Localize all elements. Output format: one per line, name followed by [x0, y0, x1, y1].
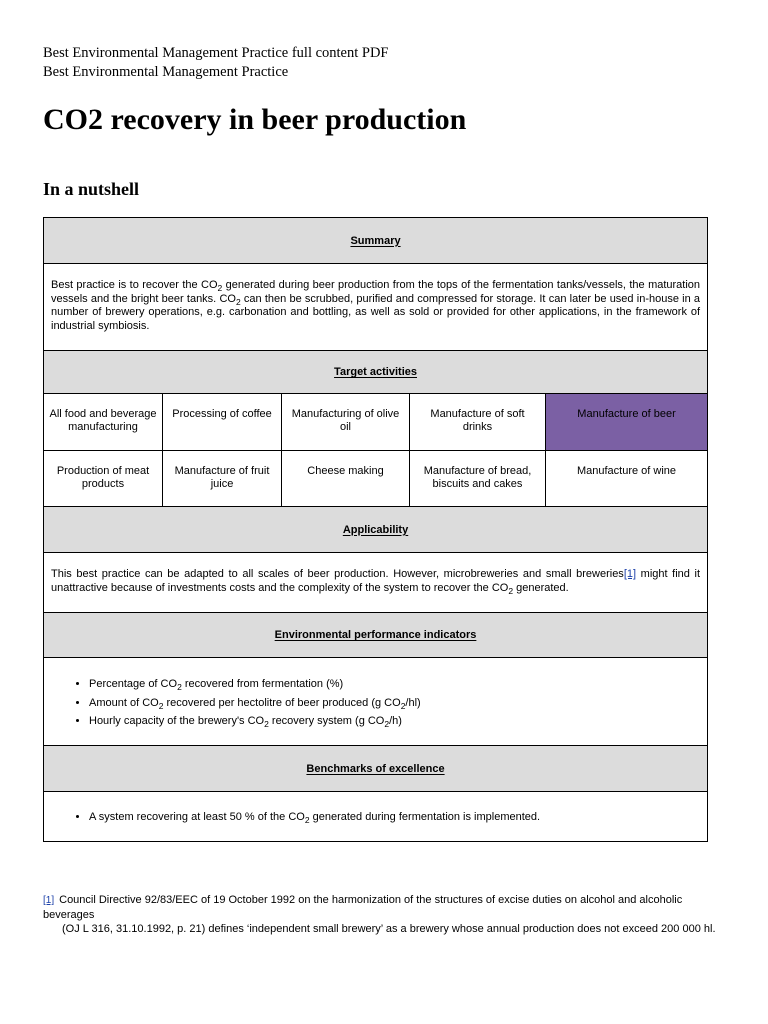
indicators-list	[44, 658, 707, 731]
applicability-header: Applicability	[44, 507, 708, 553]
section-title: In a nutshell	[43, 179, 140, 199]
applicability-text: This best practice can be adapted to all scales of beer production. However, microbreweries and small breweries[1] might find it unattractive because of investments costs and the complexity of the system to recover the $CO_2$ generated.	[51, 568, 701, 596]
activity-cell: All food and beverage manufacturing	[44, 394, 163, 451]
list-item: • Percentage of $CO_2$ recovered from fermentation (%)	[89, 675, 707, 694]
target-activities-header: Target activities	[44, 351, 708, 394]
list-item: • Hourly capacity of the brewery's $CO_2$ recovery system (g $CO_2/h$)	[89, 712, 707, 731]
indicators-cell	[44, 658, 708, 746]
breadcrumb-item[interactable]: Best Environmental Management Practice	[43, 64, 289, 80]
list-item: • Amount of $CO_2$ recovered per hectolitre of beer produced (g $CO_2/hl$)	[89, 694, 707, 713]
nutshell-table	[43, 217, 708, 842]
activity-cell: Manufacturing of olive oil	[282, 394, 410, 451]
breadcrumb	[43, 44, 389, 82]
summary-header: Summary	[44, 218, 708, 264]
summary-text: Best practice is to recover the $CO_2$ generated during beer production from the tops of the fermentation tanks/vessels, the maturation vessels and the bright beer tanks. $CO_2$ can then be scrubbed, purified and compressed for storage. It can later be used in-house in a number of brewery operations, e.g. carbonation and bottling, as well as sold or provided for other applications, in the framework of industrial symbiosis.	[51, 279, 701, 332]
page-title: CO2 recovery in beer production	[43, 103, 467, 136]
breadcrumb-item[interactable]: Best Environmental Management Practice full content PDF	[43, 45, 389, 61]
footnote	[43, 893, 733, 936]
footnote-link[interactable]: [1]	[623, 568, 637, 580]
activity-cell: Manufacture of soft drinks	[410, 394, 546, 451]
applicability-cell	[44, 553, 708, 613]
activity-cell: Cheese making	[282, 451, 410, 507]
footnote-text: Council Directive 92/83/EEC of 19 October 1992 on the harmonization of the structures of excise duties on alcohol and alcoholic beverages	[43, 894, 683, 921]
activity-cell: Manufacture of bread, biscuits and cakes	[410, 451, 546, 507]
list-item: • A system recovering at least 50 % of the $CO_2$ generated during fermentation is implemented.	[89, 808, 707, 827]
footnote-backlink[interactable]: [1]	[43, 895, 55, 906]
benchmarks-cell	[44, 792, 708, 842]
benchmarks-header: Benchmarks of excellence	[44, 746, 708, 792]
footnote-text: (OJ L 316, 31.10.1992, p. 21) defines ‘independent small brewery’ as a brewery whose annual production does not exceed 200 000 hl.	[62, 923, 716, 935]
benchmarks-list	[44, 792, 707, 827]
activity-cell: Processing of coffee	[163, 394, 282, 451]
activity-cell-highlighted: Manufacture of beer	[546, 394, 708, 451]
indicators-header: Environmental performance indicators	[44, 613, 708, 658]
summary-cell	[44, 264, 708, 351]
activity-cell: Manufacture of fruit juice	[163, 451, 282, 507]
activity-cell: Manufacture of wine	[546, 451, 708, 507]
activity-cell: Production of meat products	[44, 451, 163, 507]
